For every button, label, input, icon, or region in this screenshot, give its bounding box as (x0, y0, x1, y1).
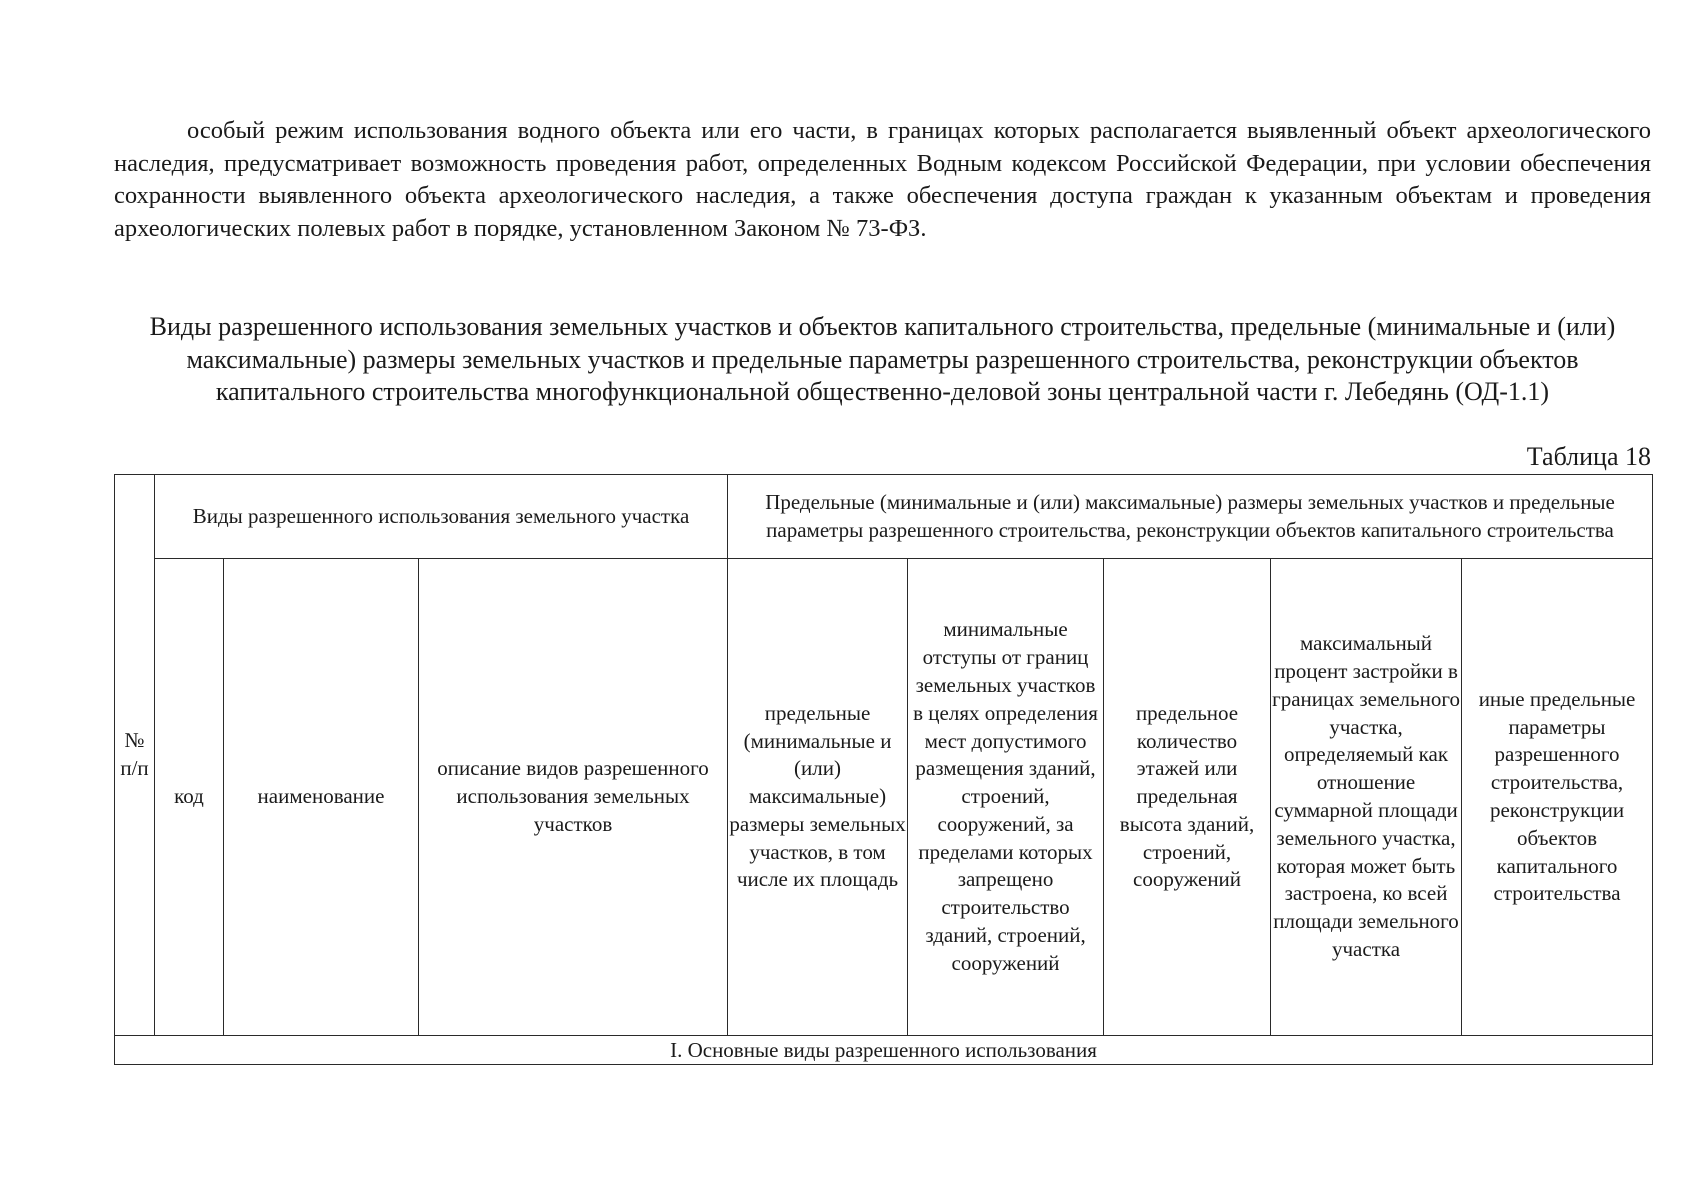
header-code: код (155, 559, 224, 1036)
header-other: иные предельные параметры разрешенного строительства, реконструкции объектов капитального строительства (1462, 559, 1653, 1036)
table-container (114, 474, 1652, 1065)
header-number: № п/п (115, 475, 155, 1036)
header-coverage: максимальный процент застройки в границах земельного участка, определяемый как отношение суммарной площади земельного участка, которая может быть застроена, ко всей площади земельного участка (1271, 559, 1462, 1036)
table-column-header-row (115, 559, 1653, 1036)
table-section-row (115, 1036, 1653, 1065)
zoning-table (114, 474, 1653, 1065)
table-heading: Виды разрешенного использования земельных участков и объектов капитального строительства, предельные (минимальные и (или) максимальные) размеры земельных участков и предельные параметры разрешенного строительства, реконструкции объектов капитального строительства многофункциональной общественно-деловой зоны центральной части г. Лебедянь (ОД-1.1) (149, 312, 1616, 406)
header-use-types: Виды разрешенного использования земельного участка (155, 475, 728, 559)
body-paragraph: особый режим использования водного объекта или его части, в границах которых располагается выявленный объект археологического наследия, предусматривает возможность проведения работ, определенных Водным кодексом Российской Федерации, при условии обеспечения сохранности выявленного объекта археологического наследия, а также обеспечения доступа граждан к указанным объектам и проведения археологических полевых работ в порядке, установленном Законом № 73-ФЗ. (114, 117, 1651, 243)
header-floors: предельное количество этажей или предельная высота зданий, строений, сооружений (1104, 559, 1271, 1036)
table-group-header-row (115, 475, 1653, 559)
header-description: описание видов разрешенного использования земельных участков (419, 559, 728, 1036)
section-title: I. Основные виды разрешенного использования (115, 1036, 1653, 1065)
header-setbacks: минимальные отступы от границ земельных участков в целях определения мест допустимого размещения зданий, строений, сооружений, за пределами которых запрещено строительство зданий, строений, сооружений (908, 559, 1104, 1036)
header-plot-size: предельные (минимальные и (или) максимальные) размеры земельных участков, в том числе их площадь (728, 559, 908, 1036)
table-caption: Таблица 18 (1526, 442, 1651, 471)
header-name: наименование (224, 559, 419, 1036)
header-parameters: Предельные (минимальные и (или) максимальные) размеры земельных участков и предельные параметры разрешенного строительства, реконструкции объектов капитального строительства (728, 475, 1653, 559)
